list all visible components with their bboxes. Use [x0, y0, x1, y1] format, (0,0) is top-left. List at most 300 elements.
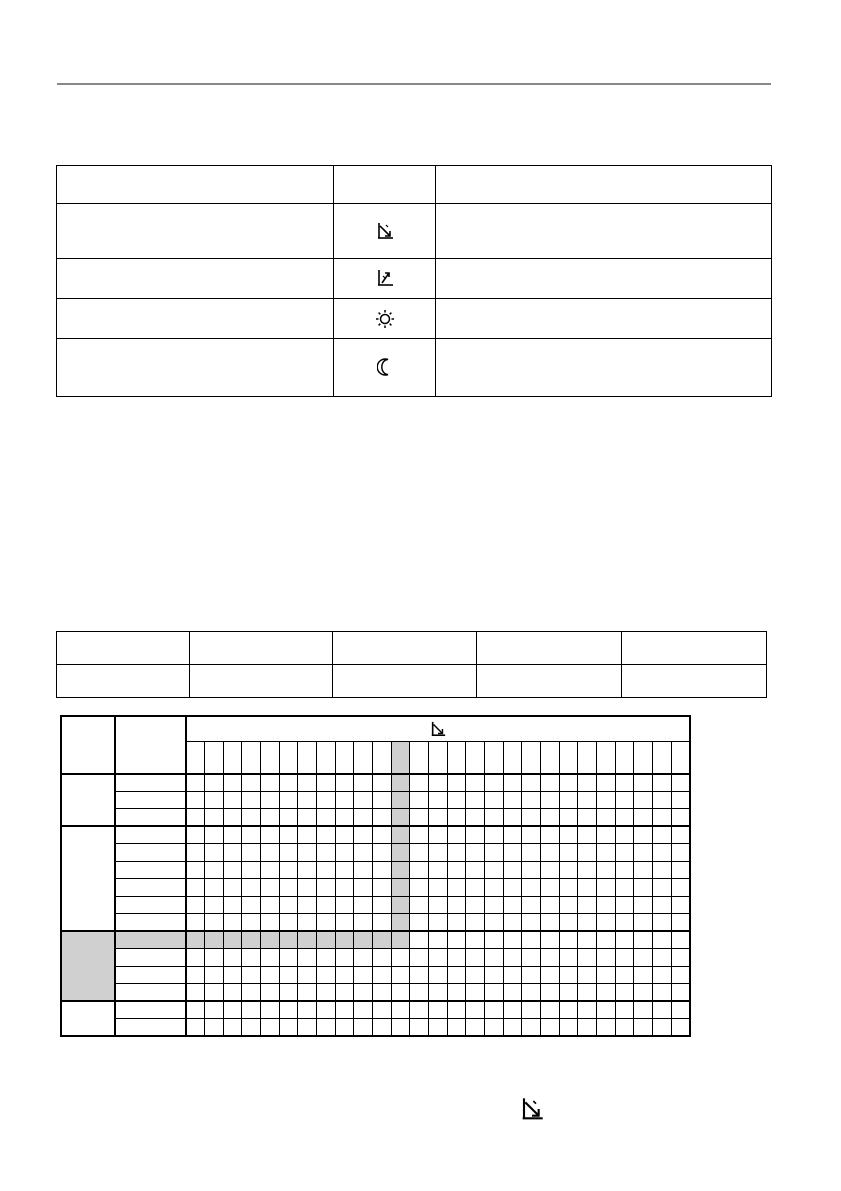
- grid-cell: [373, 774, 392, 792]
- grid-cell: [522, 931, 541, 949]
- grid-cell: [559, 774, 578, 792]
- grid-cell: [634, 879, 653, 897]
- grid-cell: [354, 949, 373, 967]
- grid-cell: [615, 826, 634, 844]
- grid-cell: [671, 1001, 690, 1019]
- grid-cell: [671, 826, 690, 844]
- grid-cell: [242, 879, 261, 897]
- grid-cell: [485, 861, 504, 879]
- grid-cell: [410, 949, 429, 967]
- mode-icon-cell: [334, 299, 436, 339]
- info-cell: [333, 665, 477, 698]
- grid-cell: [634, 861, 653, 879]
- grid-cell: [391, 966, 410, 984]
- grid-cell: [429, 809, 448, 827]
- grid-cell: [429, 774, 448, 792]
- grid-cell: [485, 844, 504, 862]
- grid-cell: [391, 914, 410, 932]
- grid-cell: [615, 774, 634, 792]
- grid-row: [61, 844, 690, 862]
- grid-cell: [615, 791, 634, 809]
- grid-cell: [335, 1019, 354, 1037]
- grid-cell: [186, 791, 205, 809]
- mode-description-cell: [436, 299, 772, 339]
- mode-icon-cell: [334, 259, 436, 299]
- grid-cell: [261, 826, 280, 844]
- grid-cell: [223, 879, 242, 897]
- grid-cell: [279, 791, 298, 809]
- grid-cell: [447, 949, 466, 967]
- moon-icon: [377, 358, 393, 376]
- grid-row: [61, 791, 690, 809]
- grid-cell: [652, 984, 671, 1002]
- grid-cell: [578, 791, 597, 809]
- grid-cell: [522, 896, 541, 914]
- grid-cell: [186, 809, 205, 827]
- grid-cell: [261, 984, 280, 1002]
- grid-column-header-cell: [186, 742, 205, 774]
- grid-cell: [205, 896, 224, 914]
- grid-row: [61, 1001, 690, 1019]
- grid-cell: [578, 984, 597, 1002]
- grid-cell: [559, 984, 578, 1002]
- grid-cell: [205, 931, 224, 949]
- grid-cell: [317, 879, 336, 897]
- grid-cell: [317, 826, 336, 844]
- grid-header-group-cell: [61, 716, 115, 774]
- grid-cell: [503, 931, 522, 949]
- grid-cell: [578, 914, 597, 932]
- grid-row-label-cell: [115, 984, 186, 1002]
- grid-cell: [354, 861, 373, 879]
- grid-cell: [410, 1019, 429, 1037]
- grid-cell: [186, 844, 205, 862]
- grid-cell: [596, 861, 615, 879]
- grid-cell: [559, 931, 578, 949]
- grid-cell: [223, 809, 242, 827]
- grid-row: [61, 879, 690, 897]
- grid-cell: [671, 966, 690, 984]
- mode-label-cell: [57, 204, 334, 259]
- grid-cell: [335, 791, 354, 809]
- grid-cell: [596, 826, 615, 844]
- grid-cell: [205, 774, 224, 792]
- grid-cell: [391, 861, 410, 879]
- grid-cell: [652, 931, 671, 949]
- grid-row: [61, 931, 690, 949]
- grid-column-header-cell: [223, 742, 242, 774]
- grid-cell: [652, 1001, 671, 1019]
- grid-cell: [410, 791, 429, 809]
- grid-row: [61, 861, 690, 879]
- grid-cell: [522, 826, 541, 844]
- temperature-up-icon: [376, 269, 394, 287]
- grid-cell: [242, 1019, 261, 1037]
- grid-cell: [261, 791, 280, 809]
- grid-cell: [447, 896, 466, 914]
- header-rule: [57, 83, 771, 85]
- grid-row: [61, 914, 690, 932]
- grid-cell: [485, 879, 504, 897]
- grid-row-label-cell: [115, 1001, 186, 1019]
- info-table-row: [57, 665, 767, 698]
- grid-cell: [522, 949, 541, 967]
- grid-cell: [615, 844, 634, 862]
- grid-row-label-cell: [115, 826, 186, 844]
- grid-cell: [373, 949, 392, 967]
- grid-cell: [205, 966, 224, 984]
- grid-cell: [615, 1001, 634, 1019]
- grid-cell: [410, 896, 429, 914]
- grid-cell: [317, 984, 336, 1002]
- mode-label-cell: [57, 339, 334, 397]
- mode-legend-table: [56, 165, 772, 397]
- grid-cell: [652, 896, 671, 914]
- grid-cell: [242, 861, 261, 879]
- grid-cell: [540, 1019, 559, 1037]
- grid-cell: [671, 914, 690, 932]
- grid-cell: [578, 826, 597, 844]
- mode-table-header-cell: [57, 166, 334, 204]
- grid-cell: [466, 896, 485, 914]
- grid-cell: [634, 949, 653, 967]
- grid-cell: [466, 791, 485, 809]
- grid-cell: [279, 844, 298, 862]
- grid-cell: [429, 879, 448, 897]
- grid-cell: [596, 809, 615, 827]
- grid-column-header-cell: [615, 742, 634, 774]
- schedule-grid: [60, 715, 691, 1037]
- info-cell: [190, 665, 333, 698]
- grid-cell: [279, 984, 298, 1002]
- grid-cell: [279, 914, 298, 932]
- grid-cell: [186, 966, 205, 984]
- grid-cell: [298, 949, 317, 967]
- mode-description-cell: [436, 204, 772, 259]
- grid-cell: [317, 844, 336, 862]
- grid-cell: [447, 809, 466, 827]
- grid-row-label-cell: [115, 914, 186, 932]
- grid-cell: [578, 879, 597, 897]
- mode-label-cell: [57, 259, 334, 299]
- grid-cell: [540, 949, 559, 967]
- grid-column-header-cell: [522, 742, 541, 774]
- grid-cell: [223, 844, 242, 862]
- grid-row-label-cell: [115, 966, 186, 984]
- grid-cell: [373, 914, 392, 932]
- grid-cell: [615, 949, 634, 967]
- grid-cell: [503, 949, 522, 967]
- grid-cell: [634, 826, 653, 844]
- grid-cell: [335, 1001, 354, 1019]
- grid-cell: [559, 914, 578, 932]
- grid-cell: [522, 879, 541, 897]
- grid-cell: [354, 844, 373, 862]
- grid-row: [61, 774, 690, 792]
- grid-cell: [373, 966, 392, 984]
- grid-cell: [466, 826, 485, 844]
- grid-cell: [540, 1001, 559, 1019]
- grid-cell: [485, 1019, 504, 1037]
- grid-cell: [522, 984, 541, 1002]
- grid-cell: [223, 774, 242, 792]
- grid-cell: [298, 984, 317, 1002]
- grid-cell: [410, 809, 429, 827]
- grid-cell: [429, 1019, 448, 1037]
- grid-cell: [298, 966, 317, 984]
- grid-cell: [559, 844, 578, 862]
- grid-cell: [261, 966, 280, 984]
- grid-cell: [205, 791, 224, 809]
- grid-cell: [242, 931, 261, 949]
- mode-icon-cell: [334, 339, 436, 397]
- grid-cell: [223, 949, 242, 967]
- grid-cell: [559, 896, 578, 914]
- grid-cell: [429, 791, 448, 809]
- grid-cell: [652, 774, 671, 792]
- grid-cell: [354, 931, 373, 949]
- grid-cell: [186, 826, 205, 844]
- grid-cell: [391, 1019, 410, 1037]
- grid-cell: [373, 791, 392, 809]
- grid-cell: [373, 879, 392, 897]
- grid-cell: [391, 879, 410, 897]
- grid-cell: [596, 984, 615, 1002]
- grid-group-cell: [61, 1001, 115, 1036]
- grid-cell: [354, 966, 373, 984]
- grid-header-label-cell: [115, 716, 186, 774]
- grid-cell: [447, 1019, 466, 1037]
- grid-cell: [317, 1019, 336, 1037]
- grid-cell: [652, 966, 671, 984]
- grid-cell: [354, 826, 373, 844]
- grid-cell: [466, 984, 485, 1002]
- grid-cell: [466, 914, 485, 932]
- grid-cell: [279, 861, 298, 879]
- info-cell: [57, 665, 190, 698]
- grid-row: [61, 949, 690, 967]
- grid-cell: [391, 931, 410, 949]
- grid-cell: [317, 896, 336, 914]
- grid-cell: [596, 949, 615, 967]
- grid-cell: [485, 966, 504, 984]
- grid-cell: [410, 774, 429, 792]
- grid-cell: [410, 826, 429, 844]
- grid-cell: [205, 879, 224, 897]
- grid-cell: [223, 1001, 242, 1019]
- grid-column-header-cell: [540, 742, 559, 774]
- grid-cell: [410, 861, 429, 879]
- grid-cell: [540, 809, 559, 827]
- grid-cell: [335, 966, 354, 984]
- grid-group-cell: [61, 931, 115, 1001]
- grid-cell: [298, 809, 317, 827]
- grid-cell: [298, 774, 317, 792]
- info-cell: [477, 665, 622, 698]
- grid-cell: [652, 861, 671, 879]
- grid-cell: [522, 791, 541, 809]
- grid-cell: [205, 984, 224, 1002]
- grid-cell: [485, 984, 504, 1002]
- grid-cell: [652, 879, 671, 897]
- grid-cell: [410, 914, 429, 932]
- grid-cell: [429, 949, 448, 967]
- grid-cell: [186, 949, 205, 967]
- grid-cell: [540, 966, 559, 984]
- grid-cell: [335, 949, 354, 967]
- grid-cell: [410, 844, 429, 862]
- grid-cell: [298, 931, 317, 949]
- grid-cell: [335, 826, 354, 844]
- grid-cell: [223, 1019, 242, 1037]
- grid-cell: [373, 844, 392, 862]
- grid-cell: [205, 1019, 224, 1037]
- grid-cell: [354, 879, 373, 897]
- mode-label-cell: [57, 299, 334, 339]
- grid-cell: [279, 1019, 298, 1037]
- grid-column-header-cell: [391, 742, 410, 774]
- grid-cell: [335, 861, 354, 879]
- grid-cell: [652, 791, 671, 809]
- grid-cell: [447, 1001, 466, 1019]
- grid-row: [61, 1019, 690, 1037]
- grid-cell: [354, 1001, 373, 1019]
- grid-cell: [634, 844, 653, 862]
- grid-cell: [578, 844, 597, 862]
- grid-cell: [186, 896, 205, 914]
- grid-cell: [261, 879, 280, 897]
- grid-row: [61, 809, 690, 827]
- grid-cell: [671, 791, 690, 809]
- grid-cell: [596, 791, 615, 809]
- grid-row: [61, 966, 690, 984]
- grid-cell: [522, 844, 541, 862]
- grid-cell: [317, 861, 336, 879]
- grid-cell: [671, 774, 690, 792]
- grid-cell: [223, 861, 242, 879]
- grid-cell: [447, 914, 466, 932]
- grid-cell: [652, 826, 671, 844]
- grid-cell: [559, 826, 578, 844]
- grid-cell: [354, 791, 373, 809]
- grid-cell: [261, 844, 280, 862]
- grid-cell: [242, 949, 261, 967]
- grid-cell: [652, 949, 671, 967]
- grid-cell: [391, 844, 410, 862]
- grid-cell: [466, 1019, 485, 1037]
- grid-cell: [503, 791, 522, 809]
- grid-cell: [447, 844, 466, 862]
- grid-cell: [354, 896, 373, 914]
- grid-row: [61, 826, 690, 844]
- grid-cell: [279, 809, 298, 827]
- grid-cell: [317, 809, 336, 827]
- grid-cell: [540, 861, 559, 879]
- grid-cell: [429, 914, 448, 932]
- grid-cell: [634, 966, 653, 984]
- grid-column-header-cell: [335, 742, 354, 774]
- grid-cell: [596, 896, 615, 914]
- grid-cell: [596, 879, 615, 897]
- grid-cell: [354, 1019, 373, 1037]
- grid-cell: [391, 826, 410, 844]
- grid-cell: [429, 896, 448, 914]
- grid-cell: [615, 896, 634, 914]
- grid-cell: [615, 914, 634, 932]
- mode-table-row: [57, 299, 772, 339]
- grid-cell: [186, 1019, 205, 1037]
- grid-column-header-cell: [242, 742, 261, 774]
- grid-cell: [186, 931, 205, 949]
- grid-column-header-cell: [205, 742, 224, 774]
- grid-cell: [335, 931, 354, 949]
- grid-cell: [354, 809, 373, 827]
- grid-cell: [242, 809, 261, 827]
- mode-icon-cell: [334, 204, 436, 259]
- grid-cell: [634, 914, 653, 932]
- grid-cell: [429, 826, 448, 844]
- grid-cell: [447, 826, 466, 844]
- grid-cell: [298, 914, 317, 932]
- grid-cell: [503, 914, 522, 932]
- grid-cell: [354, 984, 373, 1002]
- grid-cell: [242, 844, 261, 862]
- grid-cell: [242, 791, 261, 809]
- grid-cell: [279, 1001, 298, 1019]
- grid-cell: [261, 1019, 280, 1037]
- grid-cell: [279, 826, 298, 844]
- grid-cell: [466, 1001, 485, 1019]
- grid-cell: [298, 844, 317, 862]
- grid-cell: [429, 984, 448, 1002]
- grid-cell: [540, 931, 559, 949]
- grid-column-header-cell: [652, 742, 671, 774]
- grid-cell: [223, 914, 242, 932]
- grid-cell: [447, 931, 466, 949]
- grid-cell: [242, 826, 261, 844]
- grid-cell: [466, 809, 485, 827]
- grid-cell: [205, 809, 224, 827]
- grid-cell: [671, 879, 690, 897]
- grid-cell: [578, 861, 597, 879]
- grid-cell: [242, 966, 261, 984]
- grid-row-label-cell: [115, 861, 186, 879]
- grid-cell: [596, 1019, 615, 1037]
- grid-cell: [671, 984, 690, 1002]
- grid-cell: [261, 774, 280, 792]
- grid-cell: [298, 791, 317, 809]
- grid-cell: [410, 1001, 429, 1019]
- grid-cell: [596, 844, 615, 862]
- grid-row-label-cell: [115, 879, 186, 897]
- grid-cell: [671, 931, 690, 949]
- grid-cell: [205, 949, 224, 967]
- grid-cell: [373, 896, 392, 914]
- grid-cell: [485, 896, 504, 914]
- grid-row-label-cell: [115, 844, 186, 862]
- grid-cell: [298, 879, 317, 897]
- grid-cell: [485, 931, 504, 949]
- grid-column-header-cell: [279, 742, 298, 774]
- grid-cell: [242, 896, 261, 914]
- grid-cell: [391, 1001, 410, 1019]
- grid-cell: [391, 809, 410, 827]
- grid-cell: [503, 774, 522, 792]
- mode-description-cell: [436, 339, 772, 397]
- grid-cell: [261, 914, 280, 932]
- info-cell: [622, 632, 767, 665]
- grid-column-header-cell: [485, 742, 504, 774]
